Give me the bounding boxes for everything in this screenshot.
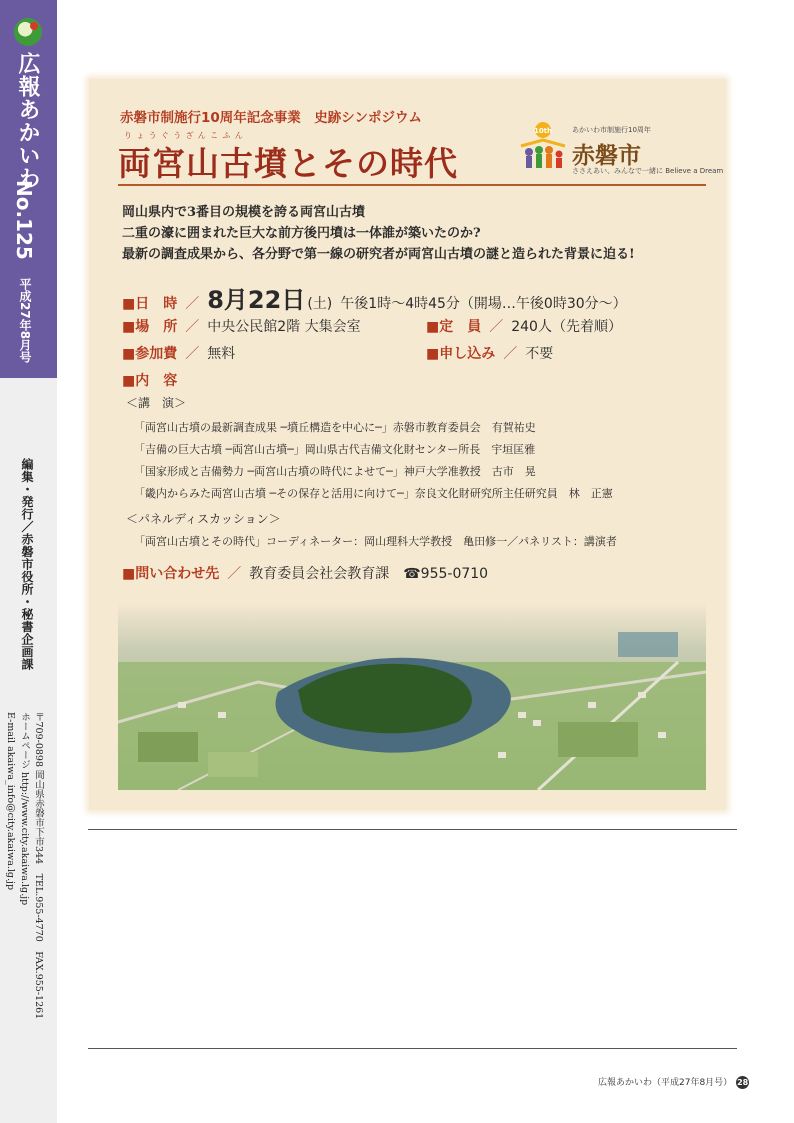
logo-badge-text: 10th [533, 127, 553, 135]
city-slogan: ささえあい、みんなで一緒に Believe a Dream [572, 167, 724, 175]
publication-title: 広報あかいわ [15, 52, 40, 190]
sidebar-header [0, 0, 57, 378]
title-divider [118, 184, 706, 186]
title-ruby: りょうぐうざんこふん [124, 131, 247, 140]
sidebar [0, 0, 57, 1123]
postal-address: 〒709-0898 岡山県赤磐市下市344 TEL.955-4770 FAX.955-1261 [33, 712, 44, 1020]
lead-line-1: 岡山県内で3番目の規模を誇る両宮山古墳 [122, 205, 366, 220]
contact-label: 問い合わせ先 [135, 566, 220, 582]
lead-text [122, 202, 635, 265]
lead-line-2: 二重の濠に囲まれた巨大な前方後円墳は一体誰が築いたのか? [122, 226, 481, 241]
event-time: 午後1時～4時45分（開場…午後0時30分～） [340, 296, 627, 312]
lecture-item: 「国家形成と吉備勢力 ─両宮山古墳の時代によせて─」神戸大学准教授 古市 晃 [134, 465, 536, 478]
panel-discussion: 「両宮山古墳とその時代」コーディネーター：岡山理科大学教授 亀田修一／パネリスト：講演者 [134, 535, 617, 548]
content-label: 内 容 [135, 373, 178, 389]
venue-label: 場 所 [135, 319, 178, 335]
apply-row: ■申し込み ／ 不要 [426, 346, 554, 362]
homepage-url[interactable]: ホームページ http://www.city.akaiwa.lg.jp [19, 712, 30, 906]
lecture-item: 「吉備の巨大古墳 ─両宮山古墳─」岡山県古代吉備文化財センター所長 宇垣匡雅 [134, 443, 536, 456]
capacity-value: 240人（先着順） [511, 319, 622, 335]
datetime-row: ■日 時 ／ 8月22日 (土) 午後1時～4時45分（開場…午後0時30分～） [122, 286, 627, 314]
email-address[interactable]: E-mail akaiwa_info@city.akaiwa.lg.jp [5, 712, 16, 891]
lead-line-3: 最新の調査成果から、各分野で第一線の研究者が両宮山古墳の謎と造られた背景に迫る! [122, 247, 635, 262]
event-date: 8月22日 [207, 286, 306, 314]
contact-block [3, 712, 45, 1019]
capacity-row: ■定 員 ／ 240人（先着順） [426, 319, 622, 335]
city-logo-caption: あかいわ市制施行10周年 [572, 126, 651, 134]
event-subtitle: 赤磐市制施行10周年記念事業 史跡シンポジウム [120, 110, 422, 126]
issue-date: 平成27年8月号 [18, 278, 32, 364]
aerial-photo-kofun [118, 602, 706, 790]
footer-text: 広報あかいわ（平成27年8月号） [598, 1078, 733, 1088]
akaiwa-logo-icon [14, 18, 42, 46]
fee-value: 無料 [207, 346, 236, 362]
issue-number: No.125 [12, 180, 36, 260]
content-row: ■内 容 [122, 373, 178, 389]
event-day: (土) [307, 296, 333, 312]
page-number: 28 [737, 1078, 749, 1087]
city-name: 赤磐市 [572, 142, 641, 169]
city-10th-logo-icon [515, 118, 571, 174]
section-divider [88, 1048, 737, 1049]
lecture-heading: ＜講 演＞ [126, 396, 187, 410]
contact-value: 教育委員会社会教育課 [249, 566, 390, 582]
datetime-label: 日 時 [135, 296, 178, 312]
apply-value: 不要 [525, 346, 554, 362]
contact-row: ■問い合わせ先 ／ 教育委員会社会教育課 ☎955-0710 [122, 566, 489, 582]
apply-label: 申し込み [439, 346, 496, 362]
section-divider [88, 829, 737, 830]
page-footer [598, 1075, 749, 1089]
contact-phone[interactable]: ☎955-0710 [403, 566, 489, 582]
editor-credit: 編集・発行／赤磐市役所・秘書企画課 [20, 458, 34, 671]
capacity-label: 定 員 [439, 319, 482, 335]
fee-label: 参加費 [135, 346, 178, 362]
fee-row: ■参加費 ／ 無料 [122, 346, 236, 362]
venue-row: ■場 所 ／ 中央公民館2階 大集会室 [122, 319, 361, 335]
event-title: 両宮山古墳とその時代 [118, 144, 458, 183]
venue-value: 中央公民館2階 大集会室 [207, 319, 361, 335]
lecture-item: 「畿内からみた両宮山古墳 ─その保存と活用に向けて─」奈良文化財研究所主任研究員 林 正憲 [134, 487, 613, 500]
lecture-item: 「両宮山古墳の最新調査成果 ─墳丘構造を中心に─」赤磐市教育委員会 有賀祐史 [134, 421, 536, 434]
panel-heading: ＜パネルディスカッション＞ [126, 512, 281, 526]
